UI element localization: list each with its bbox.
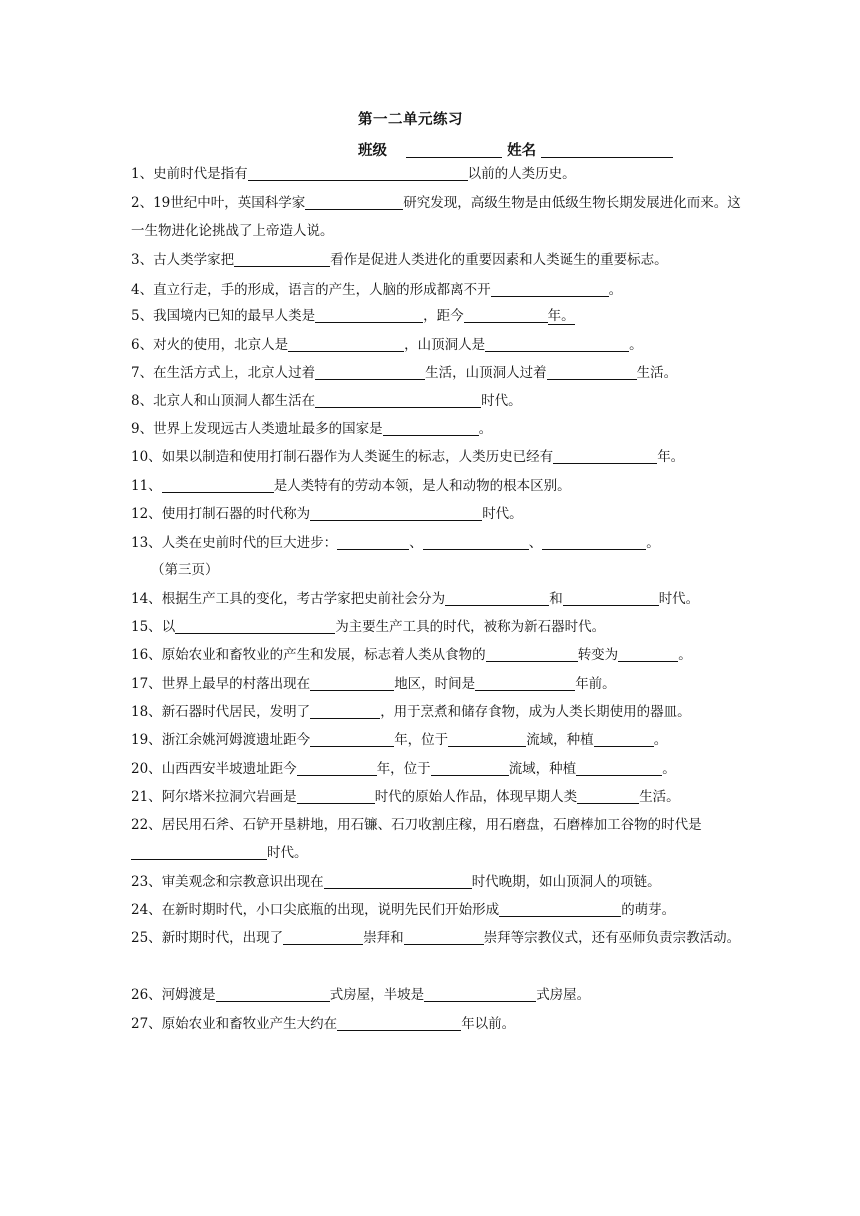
answer-blank[interactable] <box>485 335 629 352</box>
answer-blank[interactable] <box>486 645 578 662</box>
answer-blank[interactable] <box>305 193 403 210</box>
answer-blank[interactable] <box>315 363 425 380</box>
answer-blank[interactable] <box>315 306 423 323</box>
answer-blank[interactable] <box>594 730 654 747</box>
page-title: 第一二单元练习 <box>358 111 463 128</box>
answer-blank[interactable] <box>310 674 394 691</box>
answer-blank[interactable] <box>310 504 482 521</box>
question-25: 25、新时期时代，出现了 崇拜和 崇拜等宗教仪式，还有巫师负责宗教活动。 <box>131 930 741 946</box>
answer-blank[interactable] <box>542 533 646 550</box>
question-23: 23、审美观念和宗教意识出现在 时代晚期，如山顶洞人的项链。 <box>131 874 661 890</box>
answer-blank[interactable] <box>324 872 472 889</box>
answer-blank[interactable] <box>445 589 549 606</box>
class-name-line <box>358 139 673 160</box>
answer-blank[interactable] <box>337 533 409 550</box>
question-8: 8、北京人和山顶洞人都生活在 时代。 <box>131 393 522 409</box>
question-22: 22、居民用石斧、石铲开垦耕地，用石镰、石刀收割庄稼，用石磨盘，石磨棒加工谷物的时代是时代。 <box>131 817 702 861</box>
answer-blank[interactable] <box>499 900 621 917</box>
question-21: 21、阿尔塔米拉洞穴岩画是 时代的原始人作品，体现早期人类 生活。 <box>131 789 680 805</box>
answer-blank[interactable] <box>175 617 335 634</box>
answer-blank[interactable] <box>248 164 468 181</box>
answer-blank[interactable] <box>162 476 274 493</box>
question-11: 11、 是人类特有的劳动本领，是人和动物的根本区别。 <box>131 478 571 494</box>
question-20: 20、山西西安半坡遗址距今 年，位于 流域，种植 。 <box>131 761 676 777</box>
question-1: 1、史前时代是指有 以前的人类历史。 <box>131 166 576 182</box>
answer-blank[interactable] <box>423 533 529 550</box>
answer-blank[interactable] <box>216 985 330 1002</box>
answer-blank[interactable] <box>448 730 526 747</box>
answer-blank[interactable] <box>131 843 267 860</box>
answer-blank[interactable] <box>234 250 330 267</box>
question-6: 6、对火的使用，北京人是 ，山顶洞人是 。 <box>131 337 643 353</box>
question-2: 2、19世纪中叶，英国科学家 研究发现，高级生物是由低级生物长期发展进化而来。这一生物进化论挑战了上帝造人说。 <box>131 195 741 239</box>
question-17: 17、世界上最早的村落出现在 地区，时间是 年前。 <box>131 676 616 692</box>
answer-blank[interactable] <box>475 674 575 691</box>
answer-blank[interactable] <box>404 928 484 945</box>
answer-blank[interactable] <box>337 1014 461 1031</box>
answer-blank[interactable] <box>288 335 404 352</box>
question-12: 12、使用打制石器的时代称为 时代。 <box>131 506 523 522</box>
answer-blank[interactable] <box>491 280 609 297</box>
answer-blank[interactable] <box>563 589 659 606</box>
question-14: 14、根据生产工具的变化，考古学家把史前社会分为 和 时代。 <box>131 591 700 607</box>
question-26: 26、河姆渡是 式房屋，半坡是 式房屋。 <box>131 987 591 1003</box>
answer-blank[interactable] <box>618 645 678 662</box>
answer-blank[interactable] <box>424 985 536 1002</box>
answer-blank[interactable] <box>431 759 509 776</box>
answer-blank[interactable] <box>297 787 375 804</box>
question-9: 9、世界上发现远古人类遗址最多的国家是 。 <box>131 421 493 437</box>
page-note: （第三页） <box>151 562 219 578</box>
question-27: 27、原始农业和畜牧业产生大约在 年以前。 <box>131 1016 516 1032</box>
class-blank[interactable] <box>406 141 502 158</box>
answer-blank[interactable] <box>310 730 394 747</box>
question-13: 13、人类在史前时代的巨大进步： 、 、 。 <box>131 535 660 551</box>
question-15: 15、以 为主要生产工具的时代，被称为新石器时代。 <box>131 619 606 635</box>
answer-blank[interactable] <box>283 928 363 945</box>
answer-blank[interactable] <box>547 363 637 380</box>
class-label: 班级 <box>358 142 387 159</box>
question-7: 7、在生活方式上，北京人过着 生活，山顶洞人过着 生活。 <box>131 365 678 381</box>
question-19: 19、浙江余姚河姆渡遗址距今 年，位于 流域，种植 。 <box>131 732 668 748</box>
question-5: 5、我国境内已知的最早人类是 ，距今 年。 <box>131 308 575 324</box>
answer-blank[interactable] <box>576 759 662 776</box>
answer-blank[interactable] <box>297 759 377 776</box>
name-label: 姓名 <box>507 142 537 159</box>
answer-blank[interactable] <box>315 391 481 408</box>
name-blank[interactable] <box>541 141 673 158</box>
question-18: 18、新石器时代居民，发明了 ，用于烹煮和储存食物，成为人类长期使用的器皿。 <box>131 704 691 720</box>
answer-blank[interactable] <box>383 419 479 436</box>
answer-blank[interactable] <box>464 306 548 323</box>
answer-blank[interactable] <box>310 702 380 719</box>
question-3: 3、古人类学家把 看作是促进人类进化的重要因素和人类诞生的重要标志。 <box>131 252 668 268</box>
answer-blank[interactable] <box>577 787 639 804</box>
question-16: 16、原始农业和畜牧业的产生和发展，标志着人类从食物的 转变为 。 <box>131 647 692 663</box>
question-10: 10、如果以制造和使用打制石器作为人类诞生的标志，人类历史已经有 年。 <box>131 449 685 465</box>
answer-blank[interactable] <box>553 447 657 464</box>
question-4: 4、直立行走，手的形成，语言的产生，人脑的形成都离不开 。 <box>131 282 623 298</box>
question-24: 24、在新时期时代，小口尖底瓶的出现，说明先民们开始形成 的萌芽。 <box>131 902 676 918</box>
